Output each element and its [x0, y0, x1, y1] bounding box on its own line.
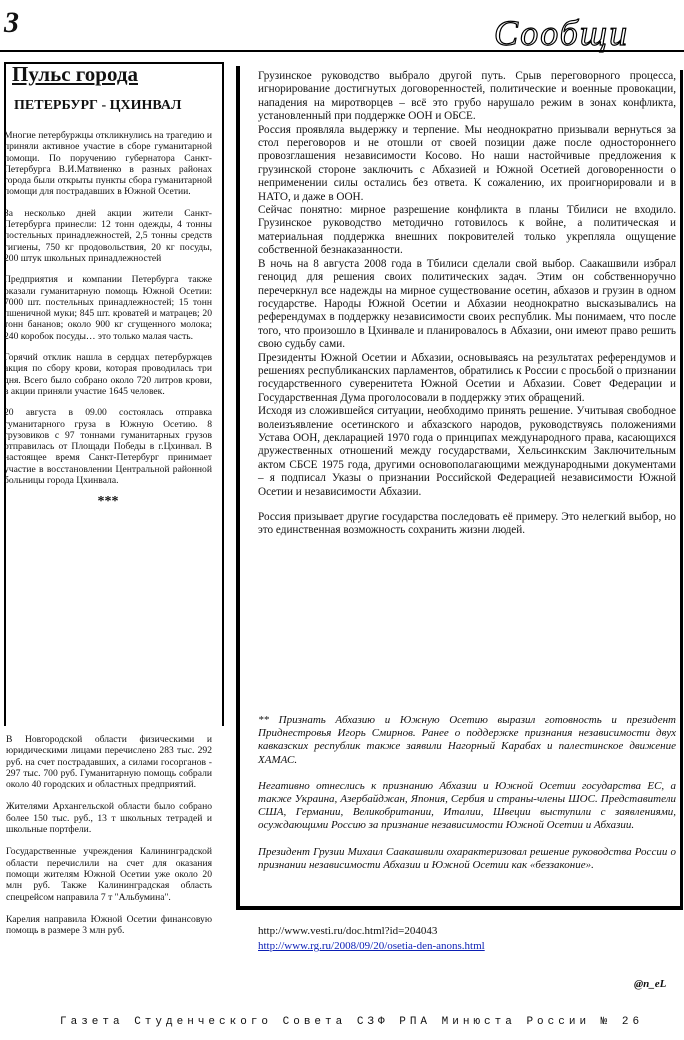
regions-paragraph: В Новгородской области физическими и юридическими лицами перечислено 283 тыс. 292 руб. на счет пострадавших, а силами госорганов - 297 тыс. 700 руб. Гуманитарную помощь собрали около 40 городских и областных предприятий.: [6, 734, 212, 791]
page-number: 3: [4, 6, 19, 39]
masthead-title: Сообщи: [494, 13, 630, 53]
regions-paragraph: Государственные учреждения Калининградской области перечислили на счет для оказания помощи жителям Южной Осетии уже около 20 млн руб. Также Калининградская область спецрейсом направила 7 т "Альбумина".: [6, 846, 212, 903]
section-title: Пульс города: [12, 62, 138, 86]
article-paragraph: Россия проявляла выдержку и терпение. Мы неоднократно призывали вернуться за стол переговоров и не отошли от своей позиции даже после одностороннего провозглашения независимости Косово. Но наши настойчивые предложения к грузинской стороне заключить с Абхазией и Южной Осетией договоренности о неприменении силы остались без ответа. К сожалению, их проигнорировали и в НАТО, и даже в ООН.: [258, 123, 676, 203]
column-divider: [236, 66, 240, 910]
newspaper-footer: Газета Студенческого Совета СЗФ РПА Минюста России № 26: [60, 1016, 644, 1028]
article-paragraph: Грузинское руководство выбрало другой путь. Срыв переговорного процесса, игнорирование достигнутых договоренностей, политические и военные провокации, нападения на миротворцев – всё это грубо нарушало режим в зонах конфликта, установленный при поддержке ООН и ОБСЕ.: [258, 70, 676, 123]
main-article: [258, 70, 676, 538]
left-paragraph: За несколько дней акции жители Санкт-Петербурга принесли: 12 тонн одежды, 4 тонны постельных принадлежностей, 2,5 тонны средств гигиены, 750 кг продовольствия, 20 кг посуды, 200 штук школьных принадлежностей: [4, 207, 212, 264]
section-subtitle: ПЕТЕРБУРГ - ЦХИНВАЛ: [14, 98, 182, 113]
left-paragraph: Многие петербуржцы откликнулись на трагедию и приняли активное участие в сборе гуманитарной помощи. По поручению губернатора Санкт-Петербурга В.И.Матвиенко в разных районах города были открыты пункты сбора гуманитарной помощи для пострадавших в Южной Осетии.: [4, 130, 212, 198]
regions-paragraph: Карелия направила Южной Осетии финансовую помощь в размере 3 млн руб.: [6, 913, 212, 937]
article-paragraph: Россия призывает другие государства последовать её примеру. Это нелегкий выбор, но это единственная возможность сохранить жизни людей.: [258, 511, 676, 537]
note-paragraph: ** Признать Абхазию и Южную Осетию выразил готовность и президент Приднестровья Игорь Смирнов. Ранее о поддержке признания независимости двух кавказских республик также заявили Нагорный Карабах и палестинское движение ХАМАС.: [258, 714, 676, 766]
source-links: [258, 924, 678, 954]
separator-stars: ***: [97, 494, 119, 510]
left-paragraph: 20 августа в 09.00 состоялась отправка гуманитарного груза в Южную Осетию. 8 грузовиков с 97 тоннами гуманитарных грузов отправилась от Площади Победы в г.Цхинвал. В настоящее время Санкт-Петербург принимает участие в восстановлении Центральной районной больницы города Цхинвала.: [4, 407, 212, 487]
regions-paragraph: Жителями Архангельской области было собрано более 150 тыс. руб., 13 т школьных тетрадей и школьные портфели.: [6, 801, 212, 836]
bottom-divider: [238, 906, 682, 910]
source-link-rg[interactable]: http://www.rg.ru/2008/09/20/osetia-den-anons.html: [258, 940, 485, 952]
author-signature: @n_eL: [634, 978, 667, 990]
left-column-text: [4, 130, 212, 508]
source-link-vesti[interactable]: http://www.vesti.ru/doc.html?id=204043: [258, 925, 438, 937]
note-paragraph: Президент Грузии Михаил Саакашвили охарактеризовал решение руководства России о признании независимости Абхазии и Южной Осетии как «беззаконие».: [258, 845, 676, 871]
article-paragraph: В ночь на 8 августа 2008 года в Тбилиси сделали свой выбор. Саакашвили избрал геноцид для решения своих политических задач. Этим он собственноручно перечеркнул все надежды на мирное существование осетин, абхазов и грузин в одном государстве. Народы Южной Осетии и Абхазии неоднократно высказывались на референдумах в поддержку независимости своих республик. Мы понимаем, что после того, что произошло в Цхинвале и планировалось в Абхазии, они имеют право решить свою судьбу сами.: [258, 257, 676, 351]
article-paragraph: Исходя из сложившейся ситуации, необходимо принять решение. Учитывая свободное волеизъявление осетинского и абхазского народов, руководствуясь положениями Устава ООН, декларацией 1970 года о принципах международного права, касающихся дружественных отношений между государствами, Хельсинкским Заключительным актом СБСЕ 1975 года, другими основополагающими международными документами – я подписал Указы о признании Российской Федерацией независимости Южной Осетии и независимости Абхазии.: [258, 405, 676, 498]
notes-block: [258, 714, 676, 885]
article-paragraph: Сейчас понятно: мирное разрешение конфликта в планы Тбилиси не входило. Грузинское руководство методично готовилось к войне, а политическая и материальная поддержка внешних покровителей только укрепляла ощущение собственной безнаказанности.: [258, 204, 676, 257]
top-divider: [0, 50, 684, 52]
note-paragraph: Негативно отнеслись к признанию Абхазии и Южной Осетии государства ЕС, а также Украина, Азербайджан, Япония, Сербия и страны-члены ШОС. Представители США, Германии, Великобритании, Италии, Швеции выступили с заявлениями, осуждающими Россию за признание независимости Южной Осетии и Абхазии.: [258, 779, 676, 832]
article-paragraph: Президенты Южной Осетии и Абхазии, основываясь на результатах референдумов и решениях республиканских парламентов, обратились к России с просьбой о признании государственного суверенитета Южной Осетии и Абхазии. Совет Федерации и Государственная Дума проголосовали в поддержку этих обращений.: [258, 351, 676, 404]
left-paragraph: Горячий отклик нашла в сердцах петербуржцев акция по сбору крови, которая проводилась три дня. Всего было собрано около 720 литров крови, в акции приняли участие 1645 человек.: [4, 352, 212, 397]
right-border: [680, 70, 683, 910]
regions-box: [6, 734, 212, 947]
left-paragraph: Предприятия и компании Петербурга также оказали гуманитарную помощь Южной Осетии: 7000 шт. постельных принадлежностей; 15 тонн пшеничной муки; 845 шт. кроватей и матрацев; 20 тонн бананов; около 900 кг сгущенного молока; 240 коробок посуды… это только малая часть.: [4, 274, 212, 342]
